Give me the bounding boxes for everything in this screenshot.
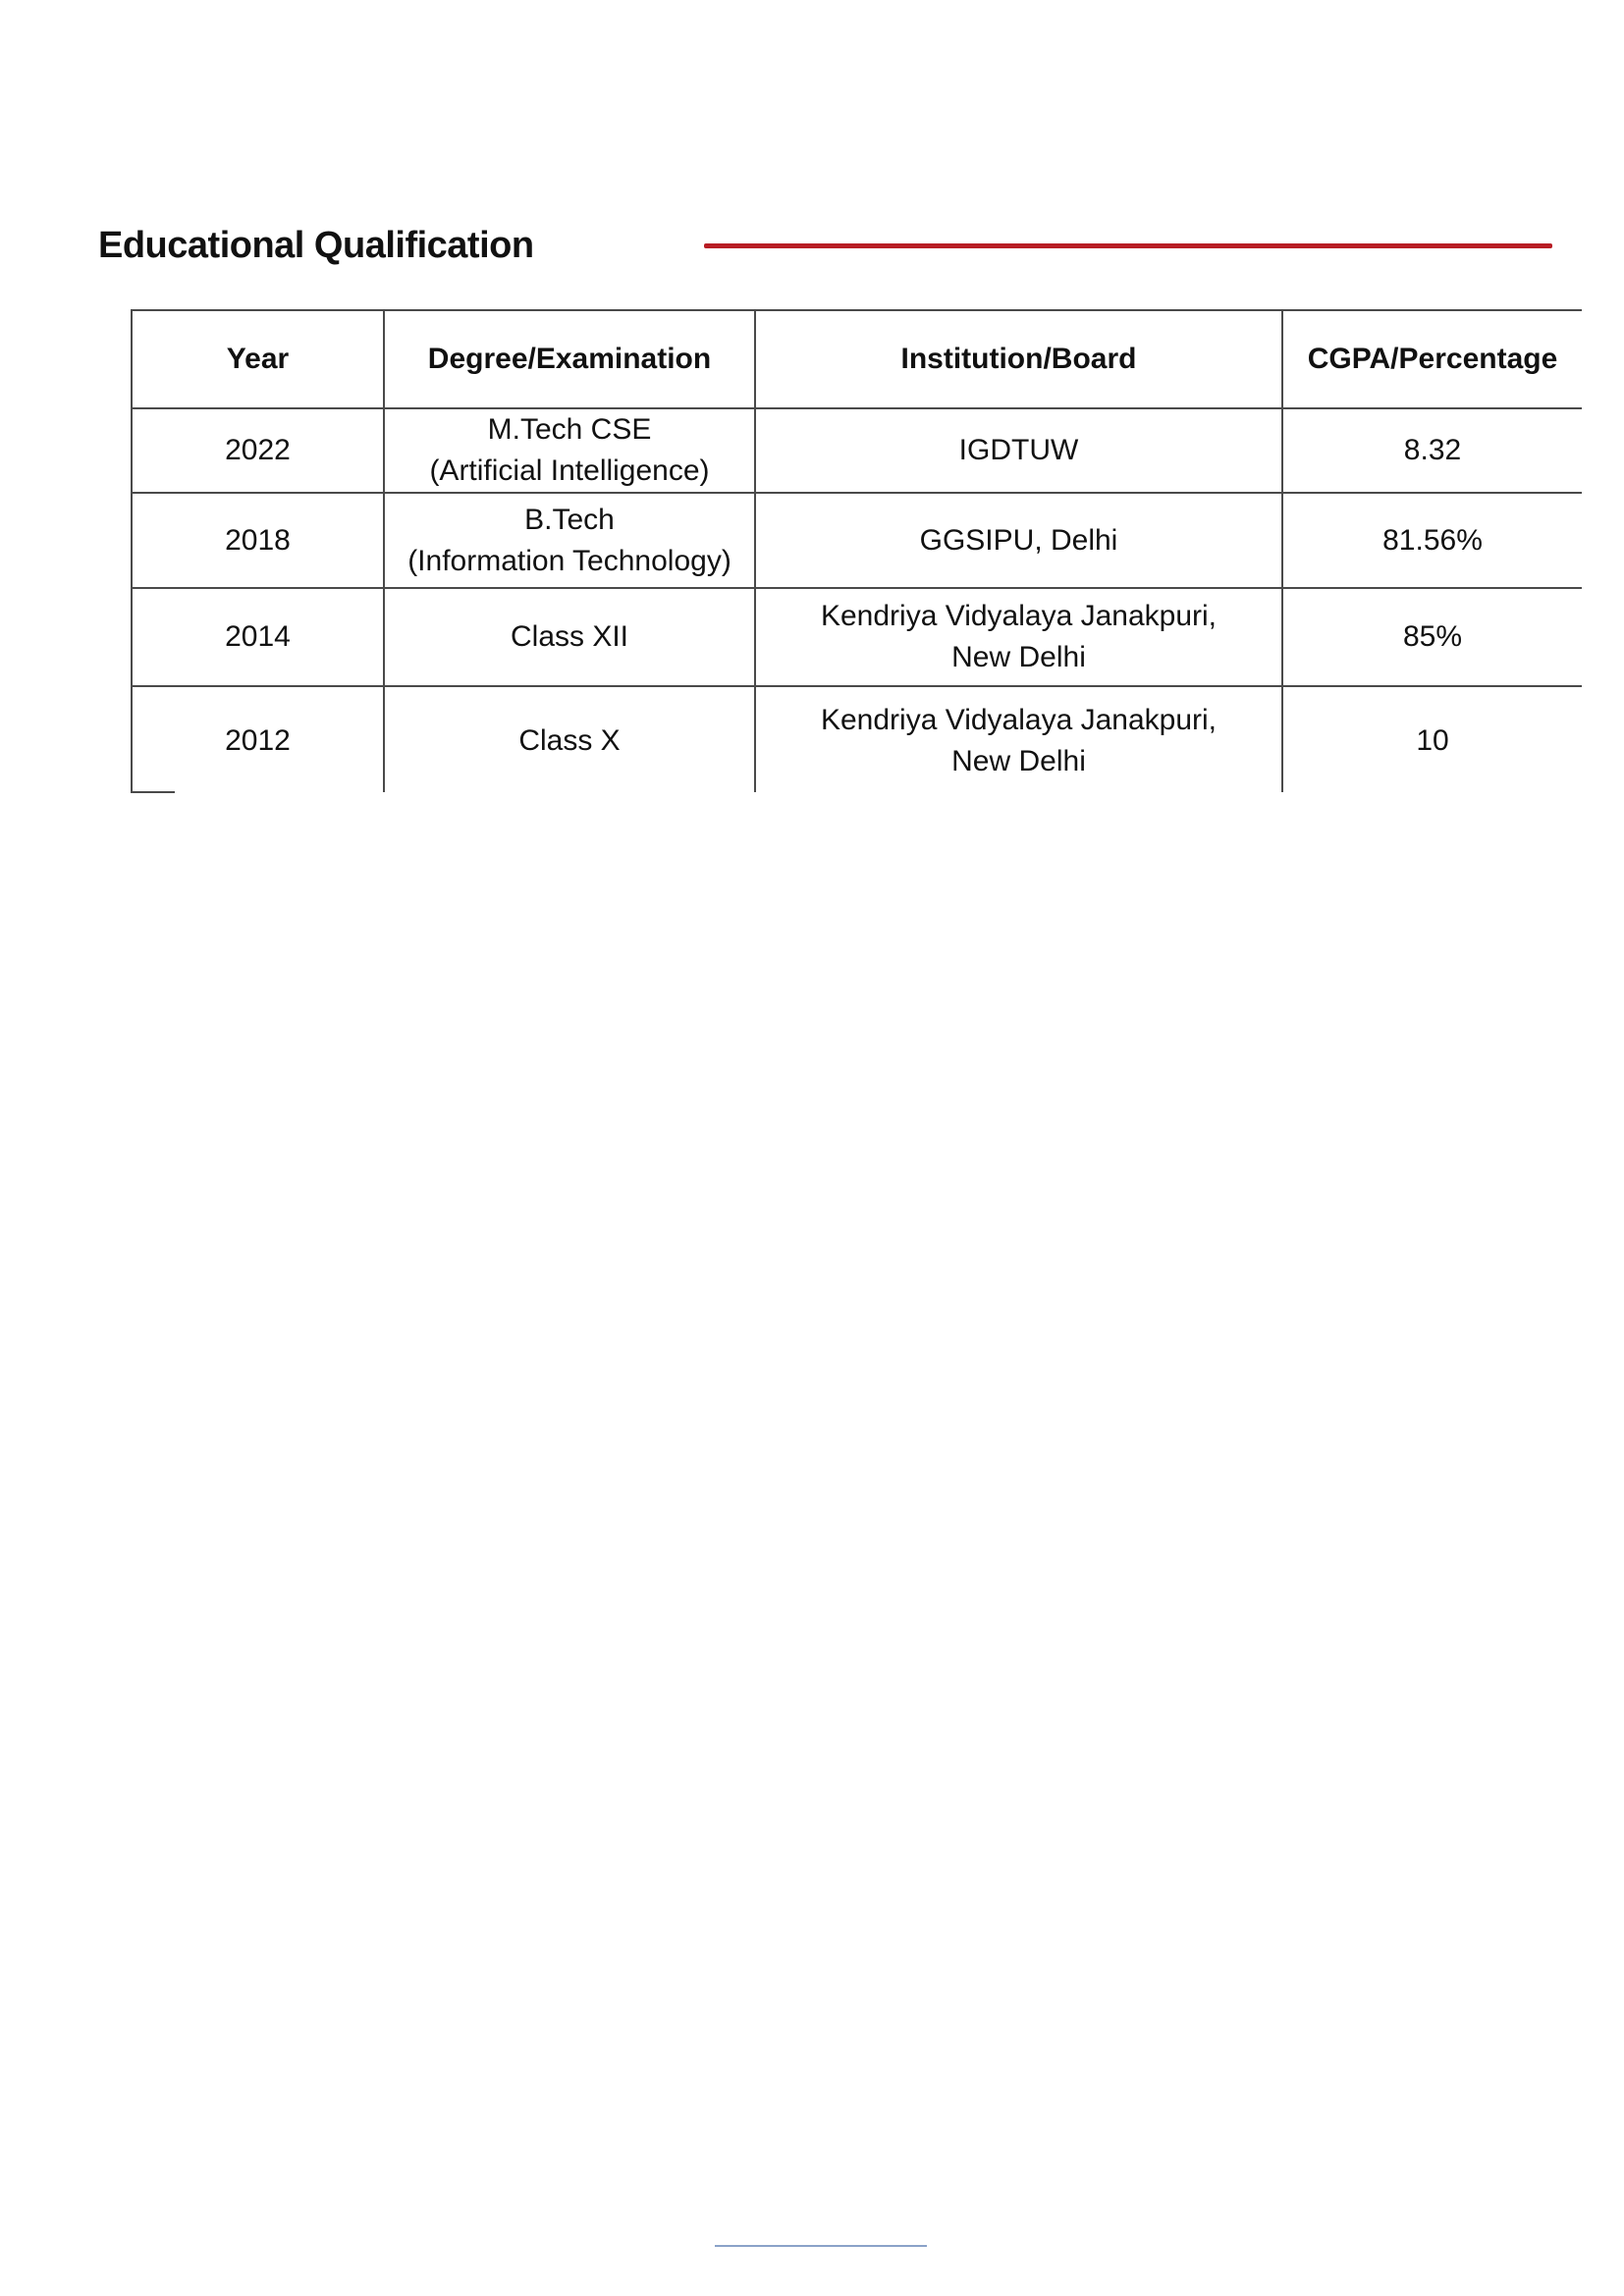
header-score: CGPA/Percentage — [1282, 310, 1582, 408]
cell-degree — [384, 493, 755, 588]
institution-line: New Delhi — [951, 641, 1086, 673]
table-header-row — [132, 310, 1582, 408]
education-table — [131, 309, 1582, 792]
section-title: Educational Qualification — [98, 225, 534, 266]
header-institution: Institution/Board — [755, 310, 1282, 408]
table-row — [132, 686, 1582, 792]
cell-score: 8.32 — [1282, 408, 1582, 493]
cell-year: 2022 — [132, 408, 384, 493]
degree-line: Class XII — [510, 620, 629, 653]
degree-line: M.Tech CSE — [487, 413, 652, 446]
table-row — [132, 493, 1582, 588]
cell-score: 85% — [1282, 588, 1582, 686]
institution-line: IGDTUW — [958, 434, 1079, 466]
degree-line: Class X — [518, 724, 621, 757]
degree-line: (Information Technology) — [407, 544, 731, 577]
table-corner-tick — [131, 791, 175, 793]
education-table-container — [131, 309, 1582, 792]
cell-year: 2018 — [132, 493, 384, 588]
cell-institution — [755, 686, 1282, 792]
cell-institution — [755, 408, 1282, 493]
section-divider-line — [704, 243, 1552, 248]
section-header — [98, 218, 1551, 277]
institution-line: Kendriya Vidyalaya Janakpuri, — [820, 704, 1218, 736]
table-row — [132, 588, 1582, 686]
cell-institution — [755, 588, 1282, 686]
cell-score: 10 — [1282, 686, 1582, 792]
degree-line: B.Tech — [524, 503, 615, 536]
institution-line: Kendriya Vidyalaya Janakpuri, — [820, 600, 1218, 632]
footer-divider-line — [715, 2245, 927, 2247]
cell-year: 2014 — [132, 588, 384, 686]
header-year: Year — [132, 310, 384, 408]
institution-line: New Delhi — [951, 745, 1086, 777]
cell-degree — [384, 408, 755, 493]
cell-degree — [384, 588, 755, 686]
cell-degree — [384, 686, 755, 792]
table-row — [132, 408, 1582, 493]
header-degree: Degree/Examination — [384, 310, 755, 408]
institution-line: GGSIPU, Delhi — [919, 523, 1118, 557]
cell-year: 2012 — [132, 686, 384, 792]
cell-score: 81.56% — [1282, 493, 1582, 588]
degree-line: (Artificial Intelligence) — [429, 454, 710, 487]
cell-institution — [755, 493, 1282, 588]
